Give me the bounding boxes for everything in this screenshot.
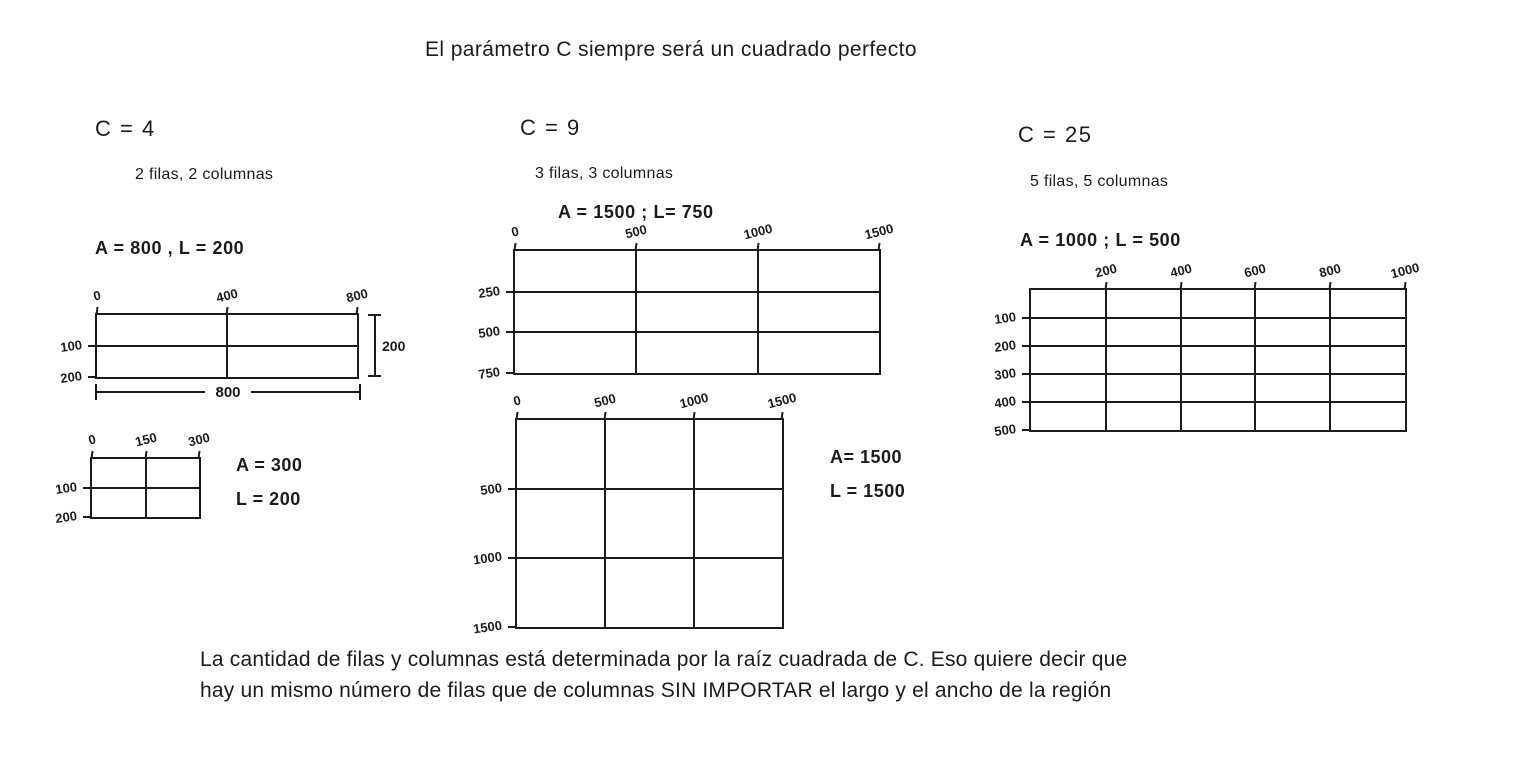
c4-small-grid-annotation — [236, 448, 302, 516]
y-tick — [1022, 317, 1031, 319]
bracket-line — [251, 391, 359, 393]
c9-grid-square — [472, 389, 798, 637]
c25-subheading: 5 filas, 5 columnas — [1030, 173, 1169, 190]
c4-small-length-label: L = 200 — [236, 489, 301, 509]
grid-line-vertical — [635, 251, 637, 373]
y-tick-label: 200 — [993, 337, 1017, 355]
c9-square-length-label: L = 1500 — [830, 481, 906, 501]
c9-params: A = 1500 ; L= 750 — [558, 202, 714, 222]
x-tick-label: 0 — [511, 392, 523, 409]
grid-line-vertical — [1180, 290, 1182, 430]
c4-subheading: 2 filas, 2 columnas — [135, 166, 274, 183]
y-tick — [1022, 429, 1031, 431]
c4-width-bracket — [95, 384, 361, 400]
bracket-cap — [368, 375, 381, 377]
grid-line-horizontal — [515, 291, 879, 293]
bracket-line — [97, 391, 205, 393]
x-tick — [1403, 282, 1406, 290]
x-tick-label: 500 — [592, 390, 618, 411]
grid-line-horizontal — [97, 345, 357, 347]
y-tick — [1022, 401, 1031, 403]
c9-grid-wide — [477, 220, 895, 382]
grid-line-vertical — [757, 251, 759, 373]
y-tick-label: 500 — [477, 323, 501, 342]
y-tick — [1022, 345, 1031, 347]
x-tick — [515, 412, 518, 420]
grid-line-horizontal — [515, 331, 879, 333]
grid-line-horizontal — [1031, 317, 1405, 319]
x-tick-label: 1500 — [766, 389, 798, 412]
x-tick-label: 400 — [214, 285, 240, 306]
y-tick-label: 500 — [993, 421, 1017, 439]
c25-grid — [993, 259, 1421, 439]
y-tick-label: 200 — [59, 368, 83, 386]
x-tick-label: 1000 — [741, 220, 774, 243]
bracket-line — [374, 316, 376, 375]
y-tick — [88, 345, 97, 347]
y-tick — [83, 516, 92, 518]
x-tick-label: 800 — [1317, 260, 1343, 281]
x-tick-label: 200 — [1093, 260, 1119, 281]
y-tick-label: 1000 — [472, 548, 503, 568]
c9-square-area-label: A= 1500 — [830, 447, 903, 467]
c25-heading: C = 25 — [1018, 122, 1093, 147]
y-tick — [508, 626, 517, 628]
c4-heading: C = 4 — [95, 116, 156, 141]
grid-line-horizontal — [517, 488, 782, 490]
x-tick — [604, 412, 607, 420]
c4-height-bracket — [367, 314, 406, 377]
y-tick-label: 300 — [993, 365, 1017, 383]
x-tick — [635, 243, 638, 251]
footer-line-1: La cantidad de filas y columnas está determinada por la raíz cuadrada de C. Eso quiere decir que — [200, 648, 1128, 671]
y-tick — [508, 557, 517, 559]
x-tick-label: 0 — [86, 431, 98, 448]
x-tick-label: 400 — [1168, 260, 1193, 281]
y-tick-label: 750 — [477, 364, 501, 382]
x-tick — [90, 451, 93, 459]
grid-line-horizontal — [1031, 401, 1405, 403]
grid-line-horizontal — [517, 557, 782, 559]
x-tick-label: 150 — [133, 429, 158, 450]
x-tick — [197, 451, 200, 459]
y-tick — [83, 487, 92, 489]
x-tick — [877, 243, 880, 251]
y-tick — [508, 488, 517, 490]
x-tick-label: 1500 — [863, 220, 895, 243]
y-tick — [88, 376, 97, 378]
y-tick — [506, 331, 515, 333]
footer-note — [200, 644, 1320, 706]
x-tick — [513, 243, 516, 251]
y-tick-label: 100 — [59, 337, 83, 355]
grid-line-vertical — [604, 420, 606, 627]
x-tick-label: 1000 — [1389, 259, 1421, 282]
y-tick — [506, 372, 515, 374]
x-tick-label: 500 — [623, 221, 649, 242]
y-tick — [1022, 373, 1031, 375]
y-tick-label: 250 — [477, 282, 501, 301]
y-tick-label: 100 — [993, 309, 1017, 327]
grid-line-vertical — [1105, 290, 1107, 430]
x-tick-label: 0 — [509, 223, 521, 240]
y-tick — [506, 291, 515, 293]
x-tick-label: 800 — [344, 285, 370, 306]
x-tick-label: 300 — [186, 429, 212, 450]
x-tick — [756, 243, 759, 251]
grid-line-vertical — [1329, 290, 1331, 430]
c4-grid-small — [54, 429, 212, 526]
x-tick — [95, 307, 98, 315]
x-tick — [780, 412, 783, 420]
x-tick — [355, 307, 358, 315]
y-tick-label: 400 — [993, 393, 1017, 411]
grid-line-horizontal — [1031, 345, 1405, 347]
c4-height-label: 200 — [382, 337, 406, 354]
y-tick-label: 1500 — [472, 617, 503, 637]
x-tick-label: 600 — [1243, 260, 1268, 281]
page-title: El parámetro C siempre será un cuadrado perfecto — [425, 38, 917, 61]
x-tick — [1104, 282, 1107, 290]
grid-line-horizontal — [92, 487, 199, 489]
x-tick — [692, 412, 695, 420]
footer-line-2: hay un mismo número de filas que de columnas SIN IMPORTAR el largo y el ancho de la región — [200, 679, 1112, 702]
c9-square-grid-annotation — [830, 440, 905, 508]
grid-line-vertical — [693, 420, 695, 627]
x-tick-label: 0 — [91, 287, 103, 304]
c25-params: A = 1000 ; L = 500 — [1020, 230, 1181, 250]
y-tick-label: 200 — [54, 508, 78, 526]
x-tick-label: 1000 — [677, 389, 710, 412]
grid-line-horizontal — [1031, 373, 1405, 375]
c4-width-label: 800 — [215, 383, 241, 401]
c9-subheading: 3 filas, 3 columnas — [535, 165, 674, 182]
y-tick-label: 100 — [54, 479, 78, 497]
x-tick — [1329, 282, 1332, 290]
y-tick-label: 500 — [479, 479, 503, 498]
x-tick — [1254, 282, 1257, 290]
c4-grid-main — [59, 285, 370, 386]
grid-line-vertical — [1254, 290, 1256, 430]
c4-params: A = 800 , L = 200 — [95, 238, 245, 258]
x-tick — [1179, 282, 1182, 290]
x-tick — [144, 451, 147, 459]
c9-heading: C = 9 — [520, 115, 581, 140]
c4-small-area-label: A = 300 — [236, 455, 303, 475]
x-tick — [225, 307, 228, 315]
